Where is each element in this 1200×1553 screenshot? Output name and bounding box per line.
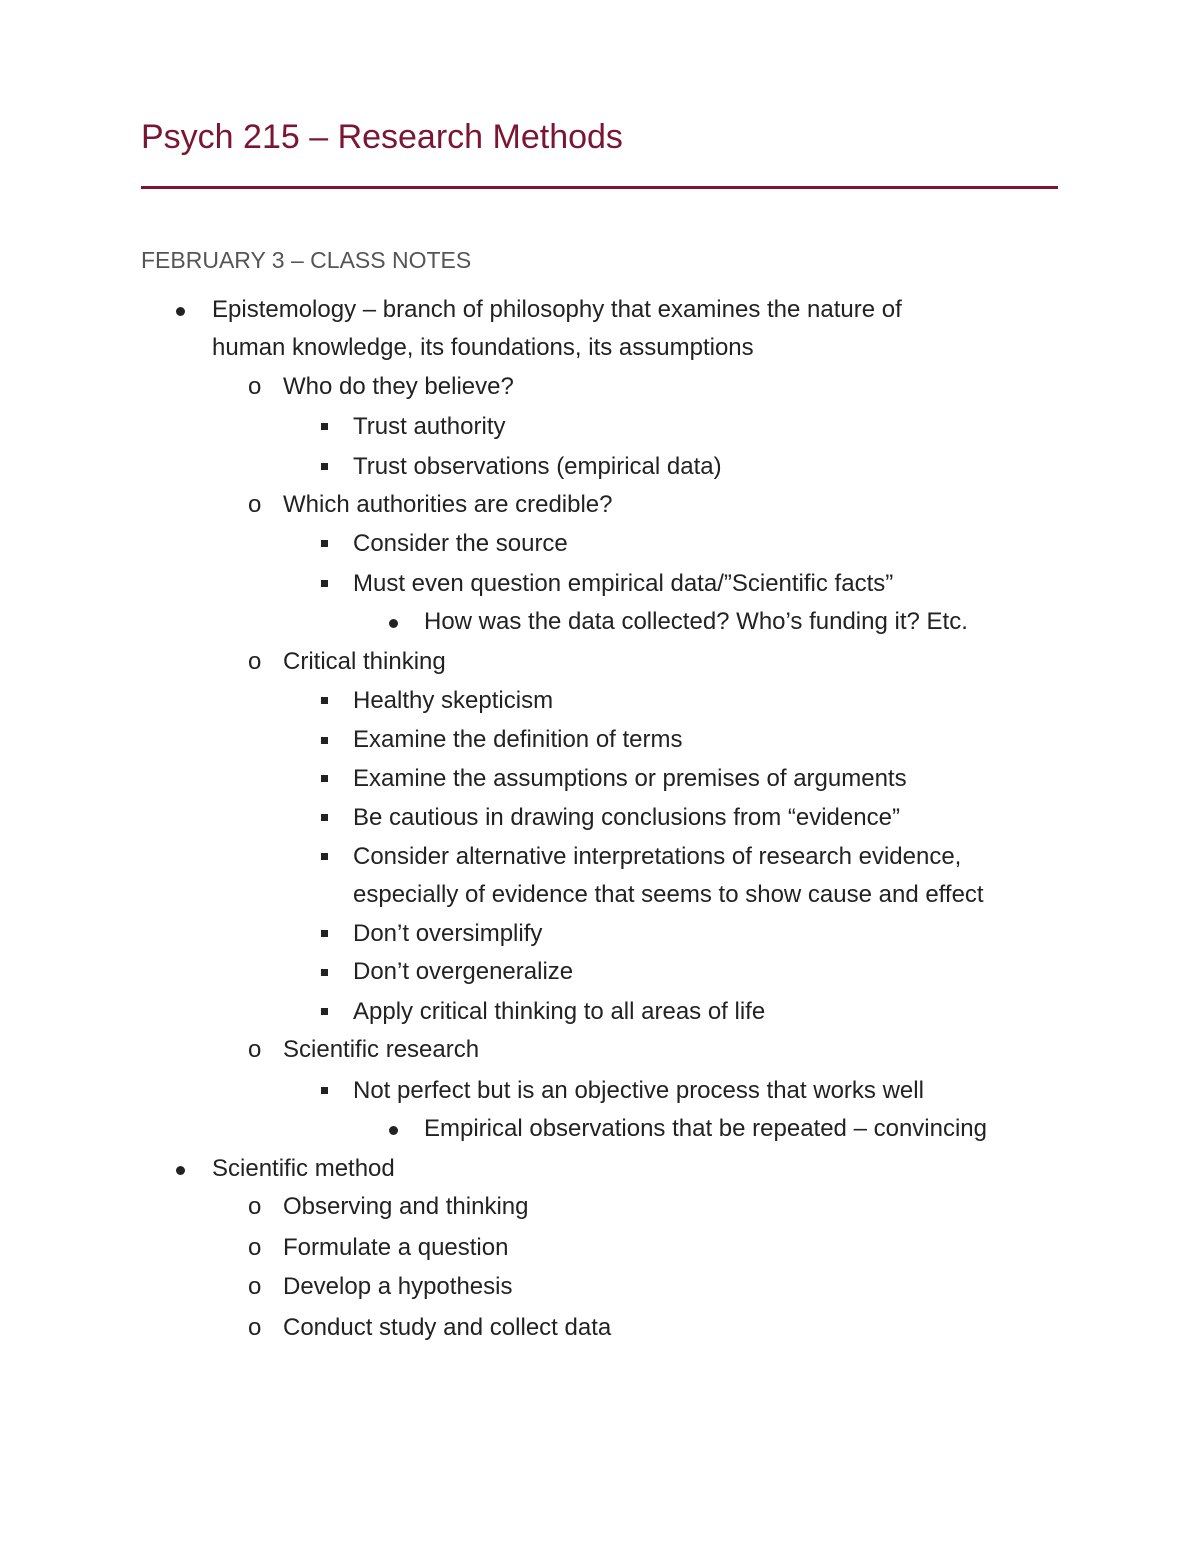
square-bullet-icon [321, 540, 328, 547]
square-bullet-icon [321, 969, 328, 976]
disc-bullet-icon [389, 1126, 398, 1135]
list-item: Empirical observations that be repeated – convincing [424, 1115, 987, 1142]
list-item: Trust observations (empirical data) [353, 453, 722, 480]
list-item: Develop a hypothesis [283, 1273, 513, 1300]
disc-bullet-icon [176, 1166, 185, 1175]
list-item: Be cautious in drawing conclusions from “evidence” [353, 804, 900, 831]
list-item: Scientific method [212, 1155, 395, 1182]
square-bullet-icon [321, 930, 328, 937]
list-item: Observing and thinking [283, 1193, 529, 1220]
circle-bullet-icon: o [248, 1314, 262, 1341]
list-item: Apply critical thinking to all areas of life [353, 998, 766, 1025]
list-item: Must even question empirical data/”Scientific facts” [353, 570, 894, 597]
list-item: Epistemology – branch of philosophy that examines the nature of [212, 296, 902, 323]
list-item-continuation: especially of evidence that seems to show cause and effect [353, 881, 984, 908]
disc-bullet-icon [389, 619, 398, 628]
list-item: Critical thinking [283, 648, 446, 675]
list-item: Healthy skepticism [353, 687, 554, 714]
list-item: Formulate a question [283, 1234, 509, 1261]
circle-bullet-icon: o [248, 648, 262, 675]
list-item: Trust authority [353, 413, 506, 440]
circle-bullet-icon: o [248, 491, 262, 518]
list-item: Consider the source [353, 530, 568, 557]
list-item: Consider alternative interpretations of research evidence, [353, 843, 962, 870]
circle-bullet-icon: o [248, 1273, 262, 1300]
square-bullet-icon [321, 463, 328, 470]
list-item: Don’t oversimplify [353, 920, 543, 947]
square-bullet-icon [321, 775, 328, 782]
disc-bullet-icon [176, 307, 185, 316]
list-item: Don’t overgeneralize [353, 958, 574, 985]
list-item: Scientific research [283, 1036, 480, 1063]
title-divider [141, 186, 1058, 189]
list-item: Conduct study and collect data [283, 1314, 612, 1341]
list-item: Examine the assumptions or premises of arguments [353, 765, 907, 792]
square-bullet-icon [321, 853, 328, 860]
square-bullet-icon [321, 697, 328, 704]
square-bullet-icon [321, 423, 328, 430]
section-heading: FEBRUARY 3 – CLASS NOTES [141, 247, 472, 273]
list-item: Examine the definition of terms [353, 726, 683, 753]
square-bullet-icon [321, 1008, 328, 1015]
list-item: How was the data collected? Who’s funding it? Etc. [424, 608, 968, 635]
list-item: Which authorities are credible? [283, 491, 613, 518]
list-item-continuation: human knowledge, its foundations, its assumptions [212, 334, 754, 361]
circle-bullet-icon: o [248, 1036, 262, 1063]
list-item: Not perfect but is an objective process that works well [353, 1077, 924, 1104]
circle-bullet-icon: o [248, 373, 262, 400]
circle-bullet-icon: o [248, 1234, 262, 1261]
list-item: Who do they believe? [283, 373, 514, 400]
page-title: Psych 215 – Research Methods [141, 118, 623, 156]
circle-bullet-icon: o [248, 1193, 262, 1220]
square-bullet-icon [321, 1087, 328, 1094]
square-bullet-icon [321, 580, 328, 587]
square-bullet-icon [321, 737, 328, 744]
square-bullet-icon [321, 814, 328, 821]
